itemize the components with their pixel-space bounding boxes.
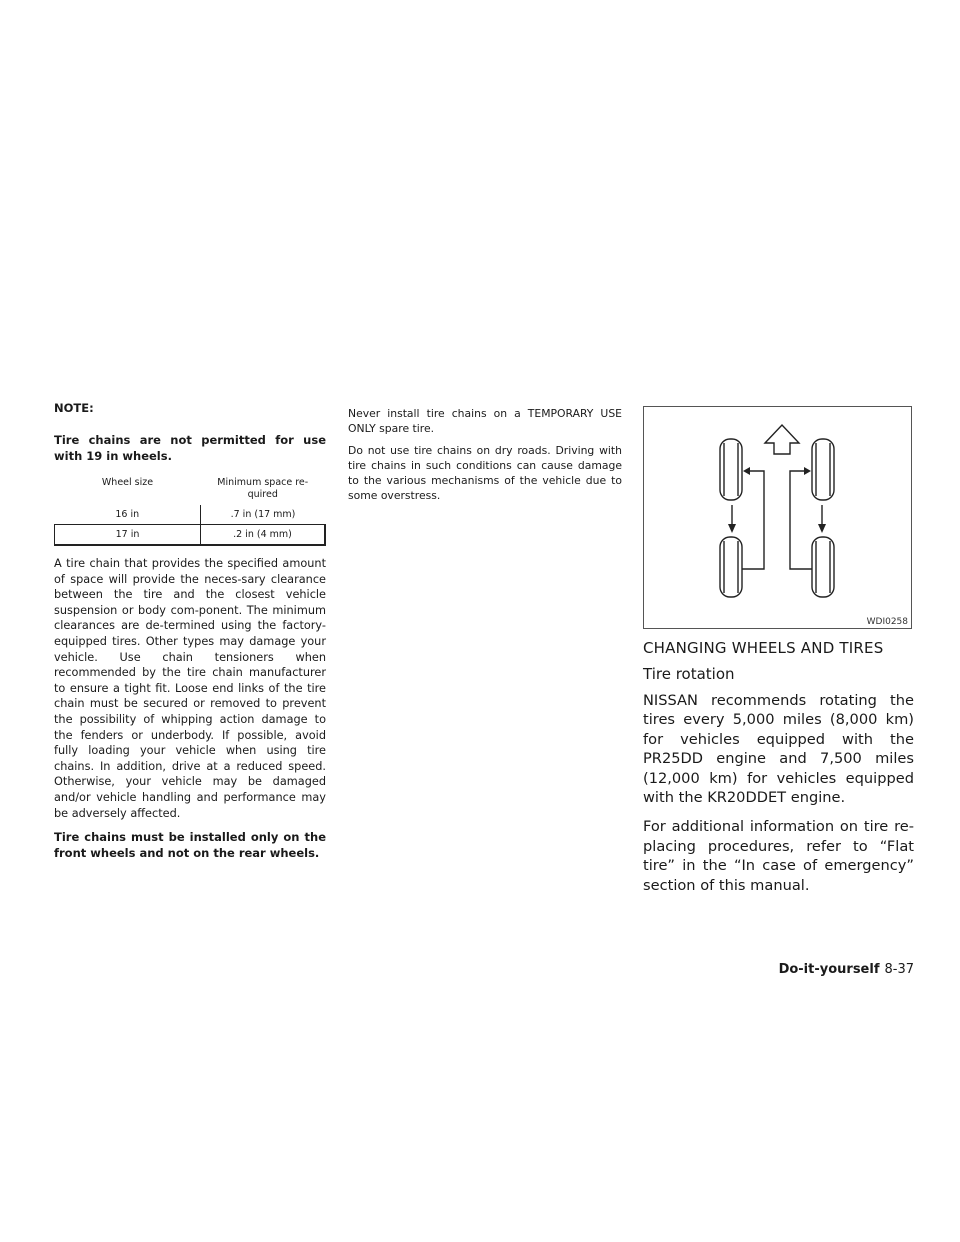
front-right-tire-icon (812, 439, 834, 500)
tire-rotation-figure (643, 406, 912, 629)
rotation-interval-text: NISSAN recommends rotating the tires every 5,000 miles (8,000 km) for vehicles equipped with the PR25DD engine and 7,500 miles (12,000 km) for vehicles equipped with the KR20DDET engine. (643, 692, 914, 807)
front-left-tire-icon (720, 439, 742, 500)
arrow-to-front-right-icon (804, 467, 811, 475)
forward-arrow-icon (765, 425, 799, 454)
arrow-down-right-icon (818, 524, 826, 533)
table-row (55, 505, 326, 525)
tire-rotation-diagram (644, 407, 913, 630)
table-header-wheel-size: Wheel size (101, 477, 154, 488)
rear-right-tire-icon (812, 537, 834, 597)
flat-tire-reference-text: For additional information on tire re-placing procedures, refer to “Flat tire” in the “In case of emergency” section of this manual. (643, 818, 914, 894)
section-heading: CHANGING WHEELS AND TIRES (643, 639, 884, 657)
table-cell: 16 in (55, 505, 201, 525)
table-cell: 17 in (55, 525, 201, 546)
note-label: NOTE: (54, 401, 94, 415)
table-row (55, 525, 326, 546)
chain-body-text: A tire chain that provides the specified amount of space will provide the neces-sary clearance between the tire and the closest vehicle suspension or body com-ponent. The minimum clearances are de-termined using the factory-equipped tires. Other types may damage your vehicle. Use chain tensioners when recommended by the tire chain manufacturer to ensure a tight fit. Loose end links of the tire chain must be secured or removed to prevent the possibility of whipping action damage to the fenders or underbody. If possible, avoid fully loading your vehicle when using tire chains. In addition, drive at a reduced speed. Otherwise, your vehicle may be damaged and/or vehicle handling and performance may be adversely affected. (54, 557, 326, 820)
arrow-down-left-icon (728, 524, 736, 533)
dry-roads-text: Do not use tire chains on dry roads. Driving with tire chains in such conditions can cause damage to the various mechanisms of the vehicle due to some overstress. (348, 444, 622, 502)
chain-clearance-table (54, 477, 326, 546)
left-column (54, 401, 326, 874)
table-cell: .2 in (4 mm) (201, 525, 326, 546)
arrow-to-front-left-icon (743, 467, 750, 475)
table-cell: .7 in (17 mm) (201, 505, 326, 525)
page-footer (779, 962, 914, 977)
middle-column (348, 406, 622, 510)
section-subheading: Tire rotation (643, 665, 735, 683)
page-number: 8-37 (884, 962, 914, 977)
temporary-spare-text: Never install tire chains on a TEMPORARY USE ONLY spare tire. (348, 407, 622, 435)
right-column (643, 406, 914, 905)
rear-left-tire-icon (720, 537, 742, 597)
chain-warning-text: Tire chains must be installed only on the front wheels and not on the rear wheels. (54, 830, 326, 861)
table-header-min-space: Minimum space re-quired (217, 477, 309, 500)
figure-label: WDI0258 (866, 617, 908, 627)
note-text: Tire chains are not permitted for use with 19 in wheels. (54, 433, 326, 463)
footer-section-name: Do-it-yourself (778, 962, 880, 977)
